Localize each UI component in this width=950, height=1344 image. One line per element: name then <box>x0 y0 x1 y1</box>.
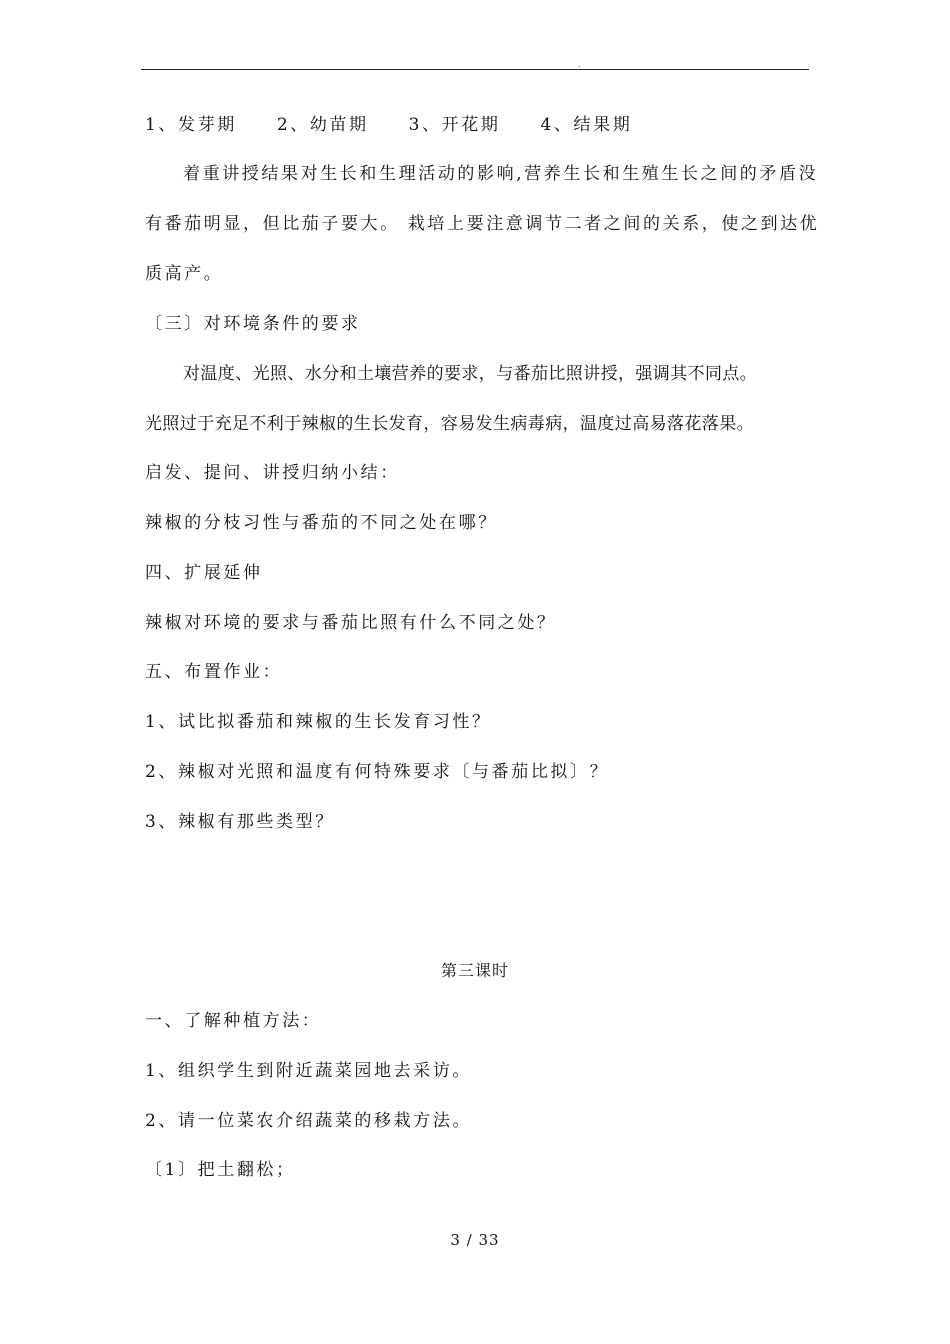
question-line: 辣椒对环境的要求与番茄比照有什么不同之处？ <box>145 613 557 633</box>
homework-item: 1、试比拟番茄和辣椒的生长发育习性？ <box>145 712 492 732</box>
stage-item: 4、结果期 <box>540 115 633 135</box>
paragraph-line: 有番茄明显，但比茄子要大。 栽培上要注意调节二者之间的关系，使之到达优 <box>145 214 820 234</box>
paragraph-line: 质高产。 <box>145 264 224 284</box>
section-heading: 一、了解种植方法： <box>145 1011 322 1031</box>
paragraph-line: 对温度、光照、水分和土壤营养的要求，与番茄比照讲授，强调其不同点。 <box>183 364 758 384</box>
list-item: 1、组织学生到附近蔬菜园地去采访。 <box>145 1061 473 1081</box>
header-rule <box>141 69 809 70</box>
paragraph-line: 光照过于充足不利于辣椒的生长发育，容易发生病毒病，温度过高易落花落果。 <box>145 414 754 434</box>
homework-item: 3、辣椒有那些类型？ <box>145 812 335 832</box>
list-item: 2、请一位菜农介绍蔬菜的移栽方法。 <box>145 1111 473 1131</box>
stage-item: 2、幼苗期 <box>276 115 369 135</box>
section-heading: 〔三〕对环境条件的要求 <box>145 314 361 334</box>
section-heading: 四、扩展延伸 <box>145 563 263 583</box>
homework-item: 2、辣椒对光照和温度有何特殊要求〔与番茄比拟〕？ <box>145 762 610 782</box>
paragraph-line: 启发、提问、讲授归纳小结： <box>145 463 400 483</box>
paragraph-line: 着重讲授结果对生长和生理活动的影响,营养生长和生殖生长之间的矛盾没 <box>183 164 819 184</box>
question-line: 辣椒的分枝习性与番茄的不同之处在哪？ <box>145 513 498 533</box>
stage-item: 1、发芽期 <box>145 115 237 135</box>
header-mark: . <box>578 60 581 69</box>
list-item: 〔1〕把土翻松； <box>145 1160 296 1180</box>
growth-stages-line <box>145 113 632 137</box>
section-heading: 五、布置作业： <box>145 662 283 682</box>
page-number: 3 / 33 <box>450 1231 500 1249</box>
stage-item: 3、开花期 <box>408 115 501 135</box>
lesson-title: 第三课时 <box>440 961 509 980</box>
